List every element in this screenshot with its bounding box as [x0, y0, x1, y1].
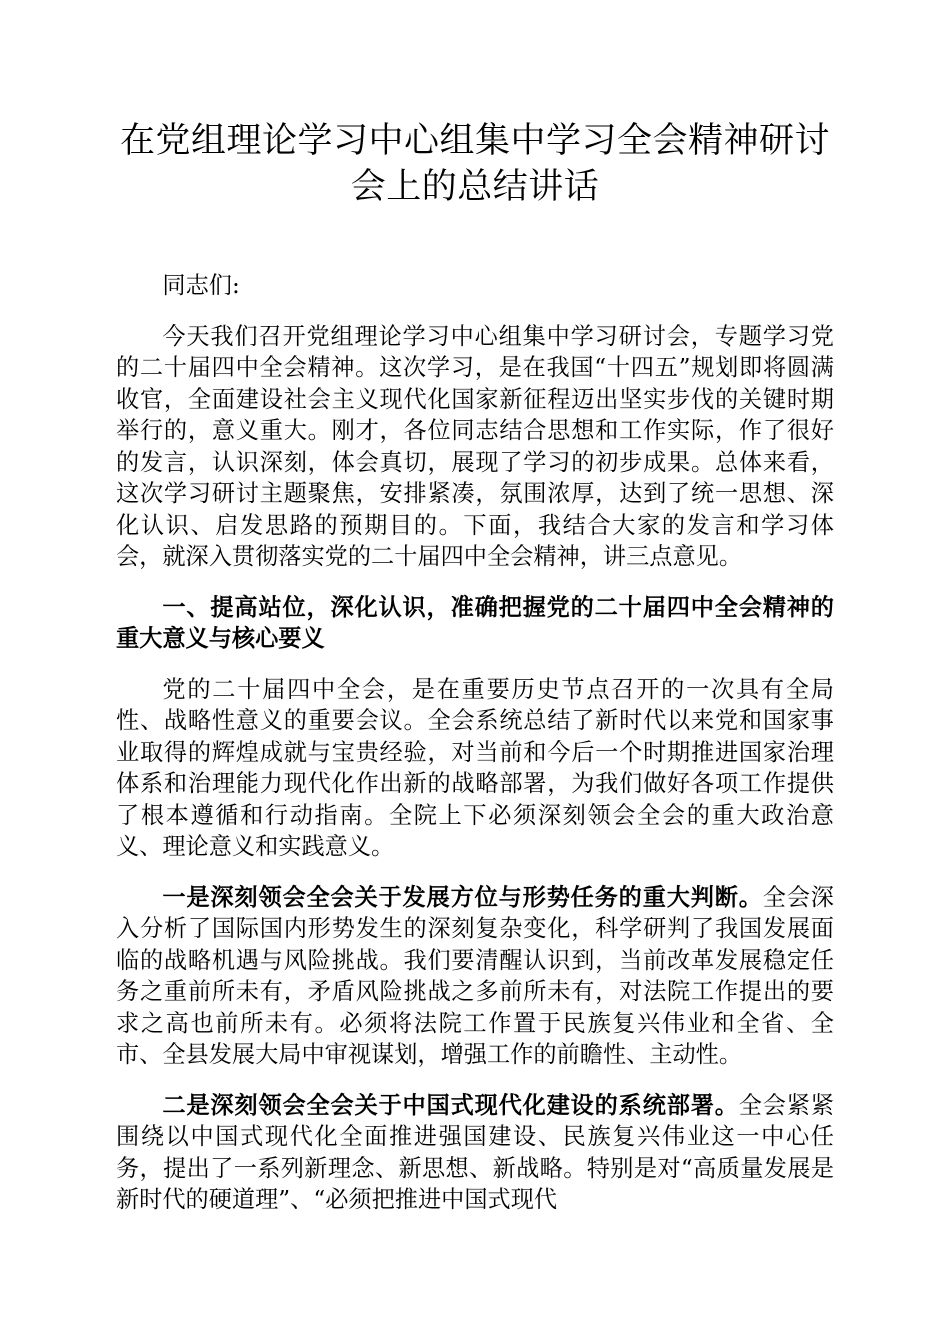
- intro-paragraph: 今天我们召开党组理论学习中心组集中学习研讨会，专题学习党的二十届四中全会精神。这次学习，是在我国“十四五”规划即将圆满收官，全面建设社会主义现代化国家新征程迈出坚实步伐的关键时期举行的，意义重大。刚才，各位同志结合思想和工作实际，作了很好的发言，认识深刻，体会真切，展现了学习的初步成果。总体来看，这次学习研讨主题聚焦，安排紧凑，氛围浓厚，达到了统一思想、深化认识、启发思路的预期目的。下面，我结合大家的发言和学习体会，就深入贯彻落实党的二十届四中全会精神，讲三点意见。: [116, 322, 834, 570]
- section-1-heading: 一、提高站位，深化认识，准确把握党的二十届四中全会精神的重大意义与核心要义: [116, 593, 834, 652]
- point-1-paragraph: [116, 882, 834, 1071]
- title-line-2: 会上的总结讲话: [350, 167, 600, 207]
- document-body: [116, 270, 834, 1235]
- document-title: [110, 118, 840, 210]
- salutation: 同志们:: [162, 272, 240, 299]
- point-1-text: 全会深入分析了国际国内形势发生的深刻复杂变化，科学研判了我国发展面临的战略机遇与风险挑战。我们要清醒认识到，当前改革发展稳定任务之重前所未有，矛盾风险挑战之多前所未有，对法院工作提出的要求之高也前所未有。必须将法院工作置于民族复兴伟业和全省、全市、全县发展大局中审视谋划，增强工作的前瞻性、主动性。: [116, 883, 834, 1068]
- point-2-paragraph: [116, 1090, 834, 1216]
- title-line-1: 在党组理论学习中心组集中学习全会精神研讨: [119, 121, 830, 161]
- section-1-paragraph: 党的二十届四中全会，是在重要历史节点召开的一次具有全局性、战略性意义的重要会议。全会系统总结了新时代以来党和国家事业取得的辉煌成就与宝贵经验，对当前和今后一个时期推进国家治理体系和治理能力现代化作出新的战略部署，为我们做好各项工作提供了根本遵循和行动指南。全院上下必须深刻领会全会的重大政治意义、理论意义和实践意义。: [116, 675, 834, 860]
- point-1-lead: 一是深刻领会全会关于发展方位与形势任务的重大判断。: [162, 883, 763, 911]
- point-2-text: 全会紧紧围绕以中国式现代化全面推进强国建设、民族复兴伟业这一中心任务，提出了一系列新理念、新思想、新战略。特别是对“高质量发展是新时代的硬道理”、“必须把推进中国式现代: [116, 1091, 834, 1213]
- point-2-lead: 二是深刻领会全会关于中国式现代化建设的系统部署。: [162, 1091, 739, 1119]
